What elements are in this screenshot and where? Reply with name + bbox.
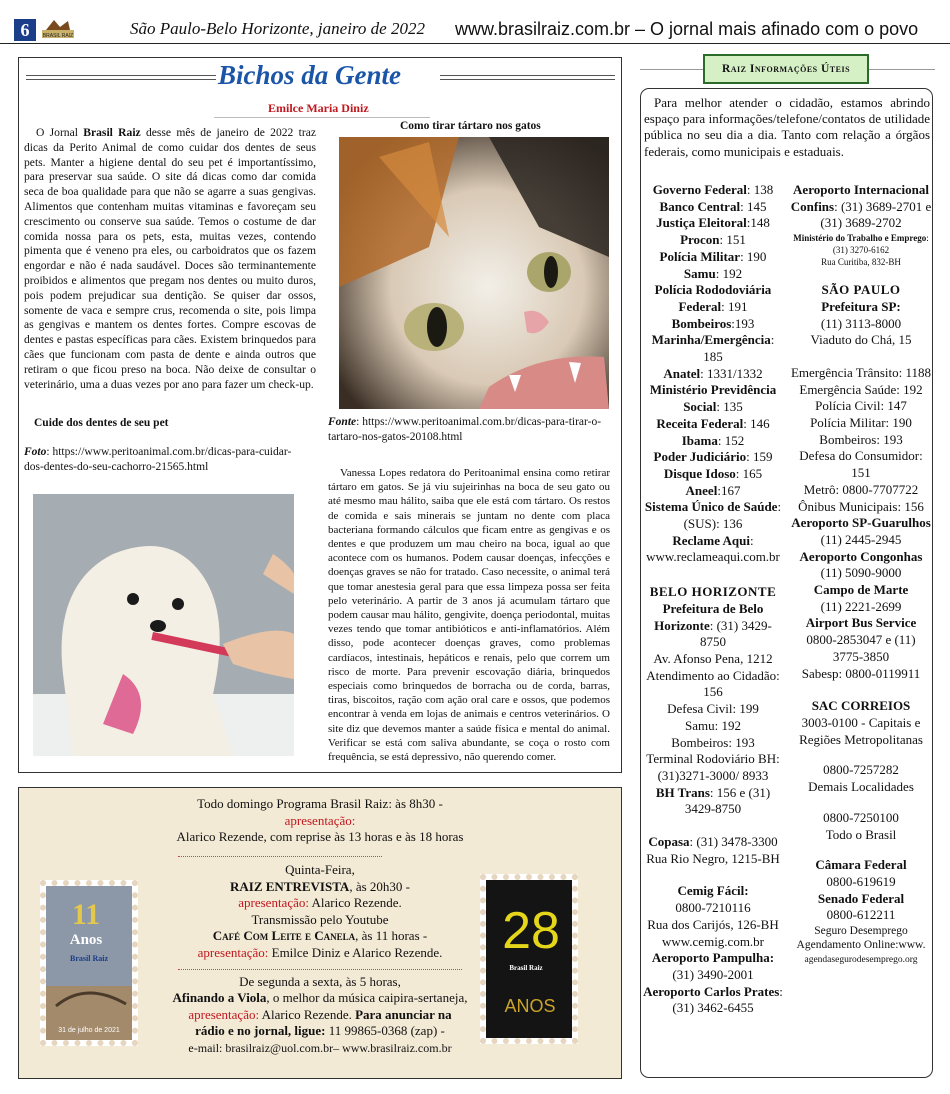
federal-item: [642, 433, 784, 450]
bh-item: Defesa Civil: 199: [667, 701, 759, 717]
federal-item-tel: : 191: [721, 298, 748, 314]
cemig: Cemig Fácil:: [677, 883, 749, 899]
announce-label: Para anunciar na rádio e no jornal, ligue:: [195, 1006, 452, 1039]
guarulhos: Aeroporto SP-Guarulhos: [791, 515, 931, 531]
federal-item: [642, 266, 784, 283]
bh-prefeitura: Prefeitura de Belo Horizonte: [654, 600, 764, 633]
federal-item: [642, 499, 784, 532]
presenter-name-1: Alarico Rezende.: [308, 895, 402, 911]
federal-item: [642, 249, 784, 266]
sp-item: Polícia Civil: 147: [815, 398, 907, 414]
presenter-label-3: apresentação:: [188, 1006, 260, 1022]
info-left-column: [642, 182, 784, 1017]
copasa-tel: : (31) 3478-3300: [689, 834, 778, 850]
weekday-program: [172, 974, 468, 1056]
info-rule-left: [640, 69, 703, 70]
bh-prefeitura-tel: : (31) 3429-8750: [700, 617, 772, 650]
airport-bus-tel: 0800-2853047 e (11) 3775-3850: [806, 632, 916, 664]
sunday-hosts: Alarico Rezende, com reprise às 13 horas e às 18 horas: [176, 829, 464, 845]
dateline: São Paulo-Belo Horizonte, janeiro de 2022: [130, 19, 425, 38]
info-right-column: [790, 182, 932, 969]
presenter-label-2: apresentação:: [197, 944, 269, 960]
federal-item-tel: : 159: [746, 449, 773, 465]
cemig-list: [642, 900, 784, 950]
federal-item: [642, 483, 784, 500]
federal-item-name: Marinha/Emergência: [651, 332, 771, 348]
mte: Ministério do Trabalho e Emprego: [793, 233, 927, 244]
bh-list: [642, 668, 784, 785]
raiz-entrevista: RAIZ ENTREVISTA: [230, 878, 350, 894]
confins: Aeroporto Internacional Confins: [790, 182, 929, 214]
federal-item: [642, 382, 784, 415]
stamp-11-word: Anos: [69, 932, 103, 948]
sac-correios: SAC CORREIOS: [811, 698, 911, 714]
contact-email[interactable]: e-mail: brasilraiz@uol.com.br– www.brasilraiz.com.br: [188, 1040, 452, 1055]
cafe-com-leite: Café Com Leite e Canela: [212, 928, 356, 944]
seguro-desemprego: Seguro Desemprego Agendamento Online:www.: [796, 925, 926, 952]
senado-federal: Senado Federal: [817, 890, 905, 906]
copasa: Copasa: [648, 834, 690, 850]
anniversary-stamp-28: [480, 874, 578, 1044]
stamp-11-logo: Brasil Raiz: [70, 954, 108, 963]
federal-item: [642, 182, 784, 199]
federal-item: [642, 366, 784, 383]
info-title: Raiz Informações Úteis: [703, 54, 869, 84]
sac-correios-tel: 3003-0100 - Capitais e Regiões Metropolitanas: [799, 714, 923, 747]
cat-subhead: Como tirar tártaro nos gatos: [400, 120, 541, 132]
federal-item-name: Reclame Aqui: [672, 532, 750, 548]
federal-item-tel: : (SUS): 136: [683, 499, 782, 532]
federal-item-name: Procon: [680, 232, 720, 248]
federal-item-name: Banco Central: [659, 198, 741, 214]
bh-heading: BELO HORIZONTE: [649, 584, 777, 600]
divider: [178, 856, 382, 857]
federal-item-name: Bombeiros: [671, 315, 732, 331]
stamp-11-number: 11: [71, 898, 101, 931]
camara-federal-tel: 0800-619619: [826, 873, 896, 889]
federal-item-name: Anatel: [663, 365, 701, 381]
presenter-name-3: Alarico Rezende.: [259, 1006, 352, 1022]
bh-item: Terminal Rodoviário BH: (31)3271-3000/ 8933: [646, 751, 780, 783]
federal-item-name: Governo Federal: [652, 182, 747, 197]
pampulha: Aeroporto Pampulha:: [651, 950, 775, 966]
cemig-item: 0800-7210116: [675, 900, 751, 916]
cemig-item: Rua dos Carijós, 126-BH: [647, 916, 779, 932]
federal-item: [642, 215, 784, 232]
cafe-time: , às 11 horas -: [355, 928, 428, 944]
sp-heading: SÃO PAULO: [821, 282, 901, 298]
federal-item-tel: : 165: [735, 465, 763, 481]
sp-list: [790, 365, 932, 515]
sac-brasil-desc: Todo o Brasil: [825, 826, 897, 842]
federal-item-name: Sistema Único de Saúde: [644, 499, 778, 515]
article-intro: O Jornal Brasil Raiz desse mês de janeiro de 2022 traz dicas da Perito Animal de como cuidar dos dentes de seus pets. Manter a higiene dental do seu pet é importantíssimo, para preservar sua saúde. O site dá dicas como dar comida seca de boa qualidade para que não se agarre a suas gengivas. Alimentos que contenham muitas vitaminas e favoreçam seu crescimento ou conserve sua saúde. Temos o costume de dar comida nossa para os pets, esta, muitas vezes, contendo pimenta que é veneno pra eles, ou carboidratos que os fazem engordar e não é nada saudável. Doces são terminantemente proibidos e alimentos que pregam nos dentes ou muito duros, pois podem prejudicar sua dentição. Se quiser dar ossos, somente de vaca e sempre crus, recomenda o site, pois limpa as gengivas e mantem os dentes fortes. Compre escovas de dentes e pastas específicas para cães. Existem brinquedos para cães que funcionam com pasta de dente e ainda outros que retiram o que ficou preso na boca. Não deixe de consultar o veterinário, uma a duas vezes por ano para fazer um check-up.: [24, 126, 316, 391]
bh-item: Bombeiros: 193: [671, 734, 755, 750]
cat-photo: [339, 137, 609, 409]
sac-other-desc: Demais Localidades: [808, 779, 914, 795]
afinando-a-viola: Afinando a Viola: [172, 990, 267, 1006]
sp-item: Metrô: 0800-7707722: [803, 481, 919, 497]
federal-item: [642, 332, 784, 365]
federal-item-name: Disque Idoso: [663, 465, 736, 481]
confins-tel: : (31) 3689-2701 e (31) 3689-2702: [820, 198, 932, 231]
info-intro: Para melhor atender o cidadão, estamos abrindo espaço para informações/telefone/contatos de utilidade pública no seu dia a dia. Tanto com relação a órgãos federais, como municipais e estaduais.: [644, 95, 930, 159]
thursday-program: [165, 862, 475, 962]
federal-item-tel: :193: [731, 315, 755, 331]
sabesp: Sabesp: 0800-0119911: [801, 665, 921, 681]
divider-2: [178, 969, 462, 970]
campo-de-marte-tel: (11) 2221-2699: [820, 598, 902, 614]
weekday-line: De segunda a sexta, às 5 horas,: [239, 974, 401, 989]
thursday-line: Quinta-Feira,: [285, 862, 355, 877]
federal-item-tel: : 151: [719, 232, 746, 248]
sp-item: Defesa do Consumidor: 151: [799, 448, 923, 481]
dog-subhead: Cuide dos dentes de seu pet: [34, 417, 169, 429]
federal-item-tel: : 146: [743, 415, 770, 431]
afinando-desc: , o melhor da música caipira-sertaneja,: [266, 990, 468, 1006]
raiz-entrevista-time: , às 20h30 -: [349, 878, 410, 894]
federal-item-tel: :: [750, 532, 754, 548]
dog-photo: [33, 494, 294, 756]
federal-item: [642, 533, 784, 550]
cat-article-text: Vanessa Lopes redatora do Peritoanimal ensina como retirar tártaro em gatos. Se já viu sujeirinhas na boca de seu gato ou até mesmo mau hálito, saiba que ele está com tártaro. Os restos de comida e sais minerais se juntam no dente com placa bacteriana formando cálculos que ficam entre as gengivas e os dentes e que produzem um mau cheiro na boca, igual ao que acontece com os humanos. Podem causar doenças, infecções e doenças graves se não for tratado. Caso necessite, o animal terá que tomar anestesia geral para que essa limpeza possa ser feita pelo veterinário. A partir de 3 anos já acumulam tártaro que podem causar mau hálito, gengivite, doença periodontal, muitas vezes tendo que tomar antibióticos e anti-inflamatórios. Além disso, pode acontecer doenças graves, como problemas cardíacos, intestinais, hepáticos e renais, pelo que correm um risco de morte. Para prevenir escovação diária, brinquedos especiais como brinquedos de borracha ou de corda, barras, tiras, biscoitos, ração com ação oral care e ossos, que podemos encontrar à venda em lojas de animais e centros veterinários. O site diz que devemos manter a saúde física e mental do animal. Verificar se está com saliva abundante, se coça o rosto com frequência, se está depressivo, não querendo comer.: [328, 467, 610, 764]
federal-item-tel: : 185: [703, 332, 775, 365]
mte-address: Rua Curitiba, 832-BH: [821, 257, 901, 268]
federal-item-name: Poder Judiciário: [653, 449, 747, 465]
bh-item: Atendimento ao Cidadão: 156: [646, 667, 780, 700]
carlos-prates: Aeroporto Carlos Prates: [643, 983, 780, 999]
sp-prefeitura-tel: (11) 3113-8000: [820, 315, 902, 331]
federal-item-tel: : 1331/1332: [700, 365, 763, 381]
bh-trans: BH Trans: [655, 784, 710, 800]
federal-item-tel: : 152: [717, 432, 745, 448]
bh-item: Samu: 192: [685, 717, 741, 733]
federal-item-tel: : 192: [715, 265, 743, 281]
mte-tel: : (31) 3270-6162: [832, 233, 929, 256]
title-rule-left: [26, 75, 216, 76]
brasil-raiz-logo: [40, 18, 76, 40]
federal-item-name: Ibama: [681, 432, 718, 448]
sunday-presenter-label: apresentação:: [284, 812, 356, 828]
senado-federal-tel: 0800-612211: [826, 907, 896, 923]
federal-item: [642, 282, 784, 315]
federal-item-tel: : 145: [740, 198, 767, 214]
federal-item-name: Samu: [683, 265, 716, 281]
article-title: Bichos da Gente: [218, 60, 402, 90]
title-rule-right-2: [440, 79, 615, 80]
federal-item-name: Polícia Militar: [659, 248, 741, 264]
federal-item: [642, 199, 784, 216]
federal-item-tel: : 190: [740, 248, 767, 264]
federal-item-name: Ministério Previdência Social: [649, 382, 777, 415]
stamp-28-logo: Brasil Raiz: [509, 964, 543, 972]
federal-item-name: Polícia Rododoviária Federal: [654, 282, 772, 314]
campo-de-marte: Campo de Marte: [813, 582, 909, 598]
federal-item-tel: : 138: [746, 182, 774, 197]
sp-item: Polícia Militar: 190: [810, 415, 912, 431]
sp-item: Emergência Saúde: 192: [799, 381, 923, 397]
federal-list: [642, 182, 784, 549]
sunday-program: [120, 796, 520, 846]
guarulhos-tel: (11) 2445-2945: [820, 531, 902, 547]
presenter-label-1: apresentação:: [238, 895, 309, 911]
sp-item: Ônibus Municipais: 156: [798, 498, 924, 514]
info-rule-right: [869, 69, 935, 70]
reclame-url[interactable]: www.reclameaqui.com.br: [646, 549, 780, 565]
copasa-address: Rua Rio Negro, 1215-BH: [646, 850, 780, 866]
federal-item-tel: :167: [717, 482, 741, 498]
sp-address: Viaduto do Chá, 15: [810, 332, 912, 348]
dog-photo-credit: [24, 445, 304, 475]
federal-item-tel: : 135: [716, 399, 743, 415]
federal-item: [642, 449, 784, 466]
cat-credit-label: Fonte: [328, 416, 357, 428]
cemig-item: www.cemig.com.br: [661, 933, 765, 949]
stamp-28-word: ANOS: [504, 996, 556, 1016]
stamp-28-number: 28: [502, 902, 560, 960]
seguro-url[interactable]: agendasegurodesemprego.org: [804, 955, 918, 966]
anniversary-stamp-11: [40, 880, 138, 1046]
sp-prefeitura: Prefeitura SP:: [821, 298, 901, 314]
dog-credit-label: Foto: [24, 446, 47, 458]
carlos-prates-tel: : (31) 3462-6455: [672, 983, 783, 1016]
presenter-names-2: Emilce Diniz e Alarico Rezende.: [268, 944, 443, 960]
announce-phone[interactable]: 11 99865-0368 (zap) -: [325, 1023, 445, 1039]
title-rule-right: [440, 75, 615, 76]
site-url-slogan[interactable]: www.brasilraiz.com.br – O jornal mais afinado com o povo: [455, 19, 919, 39]
stamp-11-date: 31 de julho de 2021: [58, 1027, 120, 1034]
federal-item-name: Justiça Eleitoral: [656, 215, 747, 231]
page-number: 6: [14, 19, 36, 41]
sac-brasil-tel: 0800-7250100: [823, 809, 899, 825]
svg-text:BRASIL RAIZ: BRASIL RAIZ: [42, 33, 74, 39]
sac-other-tel: 0800-7257282: [823, 762, 899, 778]
federal-item: [642, 232, 784, 249]
author-underline: [214, 117, 430, 118]
sunday-line: Todo domingo Programa Brasil Raiz: às 8h30 -: [197, 796, 443, 811]
federal-item: [642, 316, 784, 333]
dog-credit-url[interactable]: : https://www.peritoanimal.com.br/dicas-para-cuidar-dos-dentes-do-seu-cachorro-21565.html: [24, 446, 292, 473]
camara-federal: Câmara Federal: [815, 857, 907, 873]
federal-item-tel: :148: [746, 215, 770, 231]
federal-item: [642, 416, 784, 433]
bh-trans-tel: : 156 e (31) 3429-8750: [684, 784, 771, 817]
airport-bus: Airport Bus Service: [805, 615, 917, 631]
congonhas-tel: (11) 5090-9000: [820, 565, 902, 581]
title-rule-left-2: [26, 79, 216, 80]
sp-item: Bombeiros: 193: [819, 431, 903, 447]
article-author: Emilce Maria Diniz: [268, 101, 369, 115]
federal-item: [642, 466, 784, 483]
congonhas: Aeroporto Congonhas: [799, 548, 923, 564]
youtube-line: Transmissão pelo Youtube: [251, 911, 389, 927]
sp-item: Emergência Trânsito: 1188: [790, 364, 932, 380]
federal-item-name: Receita Federal: [656, 415, 744, 431]
bh-address: Av. Afonso Pena, 1212: [653, 650, 773, 666]
federal-item-name: Aneel: [685, 482, 718, 498]
cat-photo-credit: [328, 415, 610, 445]
cat-credit-url[interactable]: : https://www.peritoanimal.com.br/dicas-para-tirar-o-tartaro-nos-gatos-20108.html: [328, 416, 602, 443]
pampulha-tel: (31) 3490-2001: [672, 966, 754, 982]
